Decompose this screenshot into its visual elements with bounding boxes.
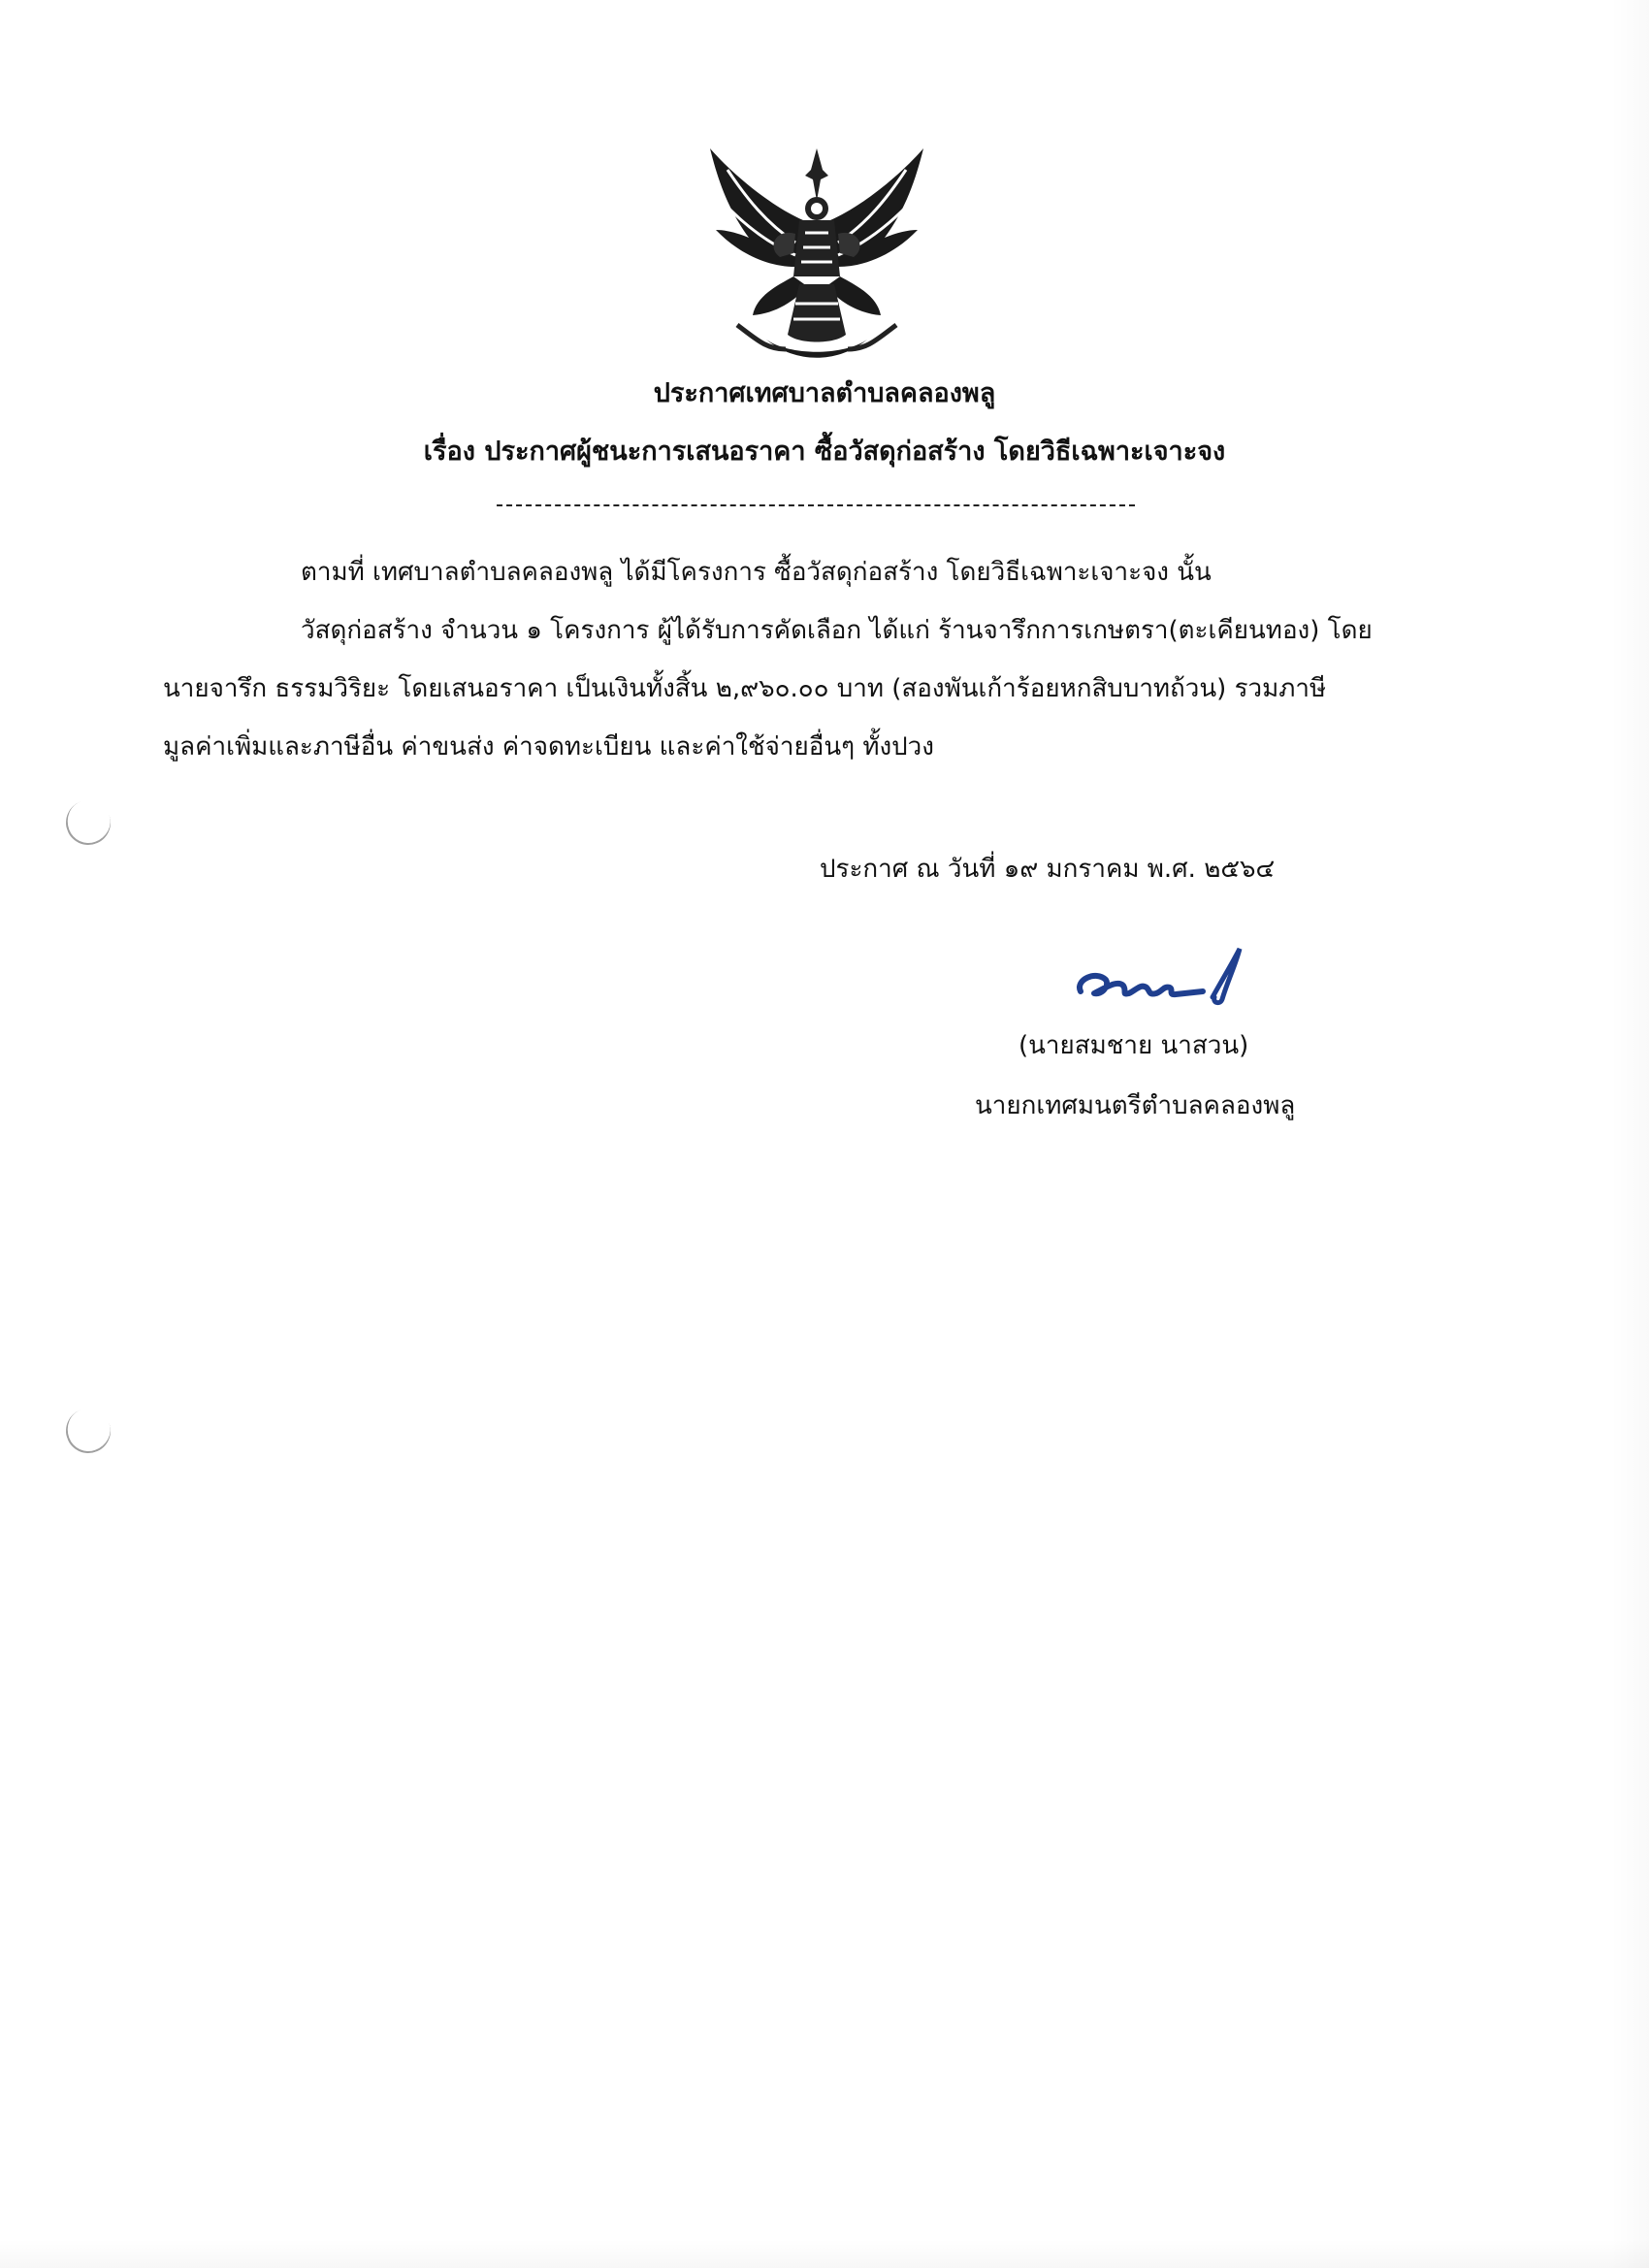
garuda-emblem-icon [698,141,936,369]
body-paragraph-line: ตามที่ เทศบาลตำบลคลองพลู ได้มีโครงการ ซื้อวัสดุก่อสร้าง โดยวิธีเฉพาะเจาะจง นั้น [301,558,1212,587]
signatory-name: (นายสมชาย นาสวน) [1018,1031,1249,1060]
scan-edge-bottom [0,2239,1649,2268]
dashed-divider [497,504,1135,506]
scan-edge [1610,0,1649,2268]
handwritten-signature [1067,941,1261,1019]
announcement-date: ประกาศ ณ วันที่ ๑๙ มกราคม พ.ศ. ๒๕๖๔ [820,855,1276,884]
signatory-title: นายกเทศมนตรีตำบลคลองพลู [975,1091,1296,1120]
document-organization-title: ประกาศเทศบาลตำบลคลองพลู [653,378,996,408]
body-paragraph-line: มูลค่าเพิ่มและภาษีอื่น ค่าขนส่ง ค่าจดทะเบียน และค่าใช้จ่ายอื่นๆ ทั้งปวง [163,732,934,761]
body-paragraph-line: วัสดุก่อสร้าง จำนวน ๑ โครงการ ผู้ได้รับการคัดเลือก ได้แก่ ร้านจารึกการเกษตรา(ตะเคียนทอง) โดย [301,616,1373,645]
body-paragraph-line: นายจารึก ธรรมวิริยะ โดยเสนอราคา เป็นเงินทั้งสิ้น ๒,๙๖๐.๐๐ บาท (สองพันเก้าร้อยหกสิบบาทถ้วน) รวมภาษี [163,674,1327,703]
document-subject: เรื่อง ประกาศผู้ชนะการเสนอราคา ซื้อวัสดุก่อสร้าง โดยวิธีเฉพาะเจาะจง [423,437,1226,467]
punch-hole-mark [60,794,117,852]
punch-hole-mark [60,1403,117,1460]
